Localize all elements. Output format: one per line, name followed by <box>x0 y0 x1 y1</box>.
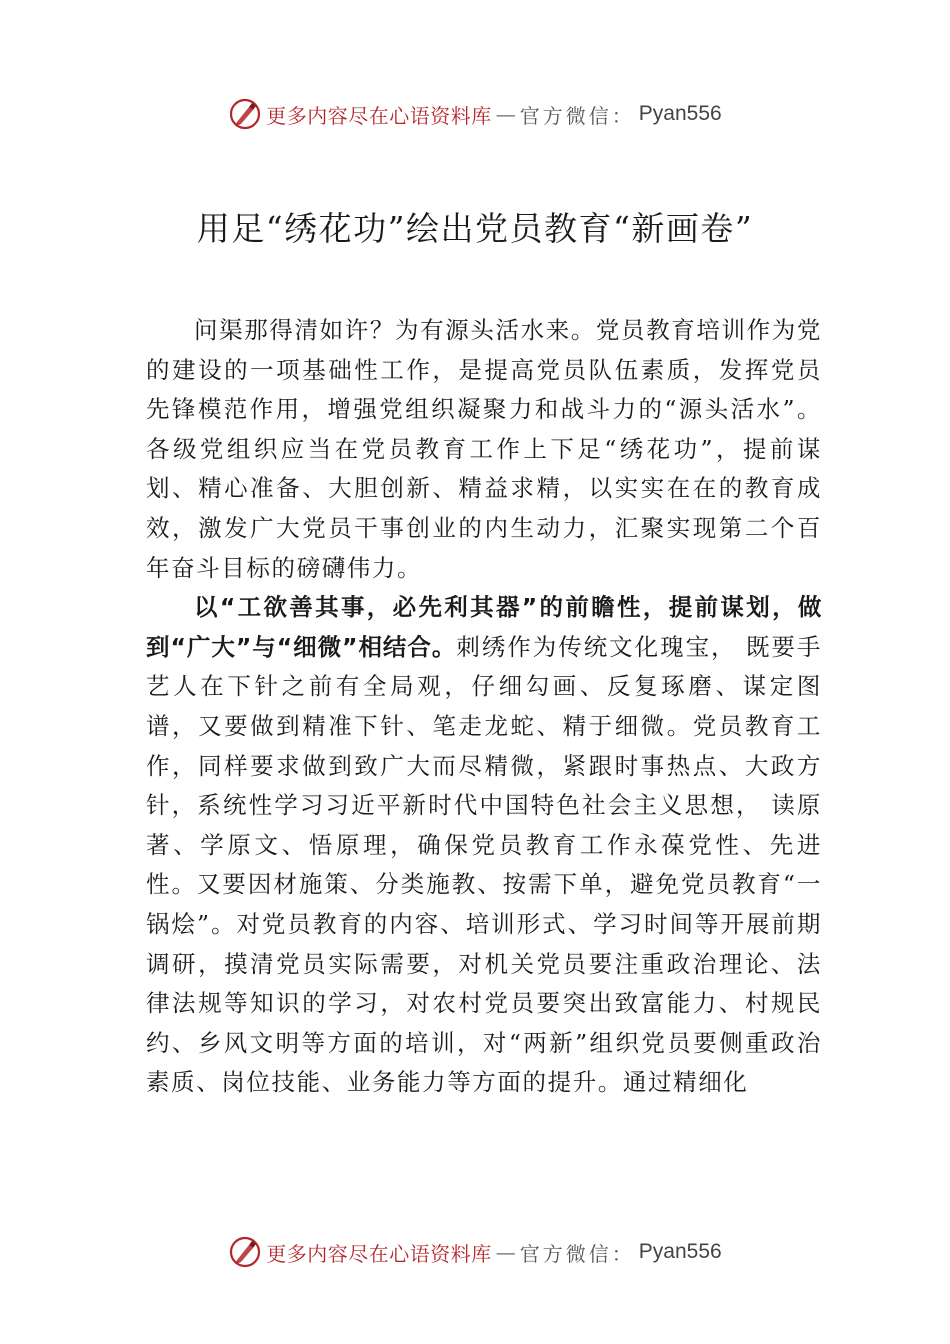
watermark-wechat-id: Pyan556 <box>638 102 722 125</box>
watermark-wechat-label: 官方微信： <box>519 103 635 128</box>
watermark-red-text: 更多内容尽在心语资料库 <box>266 1241 492 1266</box>
header-watermark <box>0 92 950 136</box>
paragraph-2 <box>146 588 822 1103</box>
watermark-wechat-id: Pyan556 <box>638 1240 722 1263</box>
paragraph-2-lead: 以“工欲善其事，必先利其器”的前瞻性，提前谋划，做到“广大”与“细微”相结合。 <box>146 593 822 661</box>
pen-logo-icon <box>228 1235 262 1269</box>
pen-logo-icon <box>228 97 262 131</box>
paragraph-1-text: 问渠那得清如许？为有源头活水来。党员教育培训作为党的建设的一项基础性工作，是提高党员队伍素质，发挥党员先锋模范作用，增强党组织凝聚力和战斗力的“源头活水”。各级党组织应当在党员教育工作上下足“绣花功”，提前谋划、精心准备、大胆创新、精益求精，以实实在在的教育成效，激发广大党员干事创业的内生动力，汇聚实现第二个百年奋斗目标的磅礴伟力。 <box>146 316 822 582</box>
document-body <box>146 311 822 1103</box>
paragraph-2-text: 刺绣作为传统文化瑰宝， 既要手艺人在下针之前有全局观，仔细勾画、反复琢磨、谋定图谱，又要做到精准下针、笔走龙蛇、精于细微。党员教育工作，同样要求做到致广大而尽精微，紧跟时事热点、大政方针，系统性学习习近平新时代中国特色社会主义思想， 读原著、学原文、悟原理，确保党员教育工作永葆党性、先进性。又要因材施策、分类施教、按需下单，避免党员教育“一锅烩”。对党员教育的内容、培训形式、学习时间等开展前期调研，摸清党员实际需要，对机关党员要注重政治理论、法律法规等知识的学习，对农村党员要突出致富能力、村规民约、乡风文明等方面的培训，对“两新”组织党员要侧重政治素质、岗位技能、业务能力等方面的提升。通过精细化 <box>146 632 822 1097</box>
paragraph-1 <box>146 311 822 588</box>
watermark-red-text: 更多内容尽在心语资料库 <box>266 103 492 128</box>
watermark-wechat-label: 官方微信： <box>519 1241 635 1266</box>
watermark-dash: — <box>495 1240 516 1264</box>
document-title: 用足“绣花功”绘出党员教育“新画卷” <box>196 209 754 248</box>
footer-watermark <box>0 1230 950 1274</box>
watermark-dash: — <box>495 102 516 126</box>
